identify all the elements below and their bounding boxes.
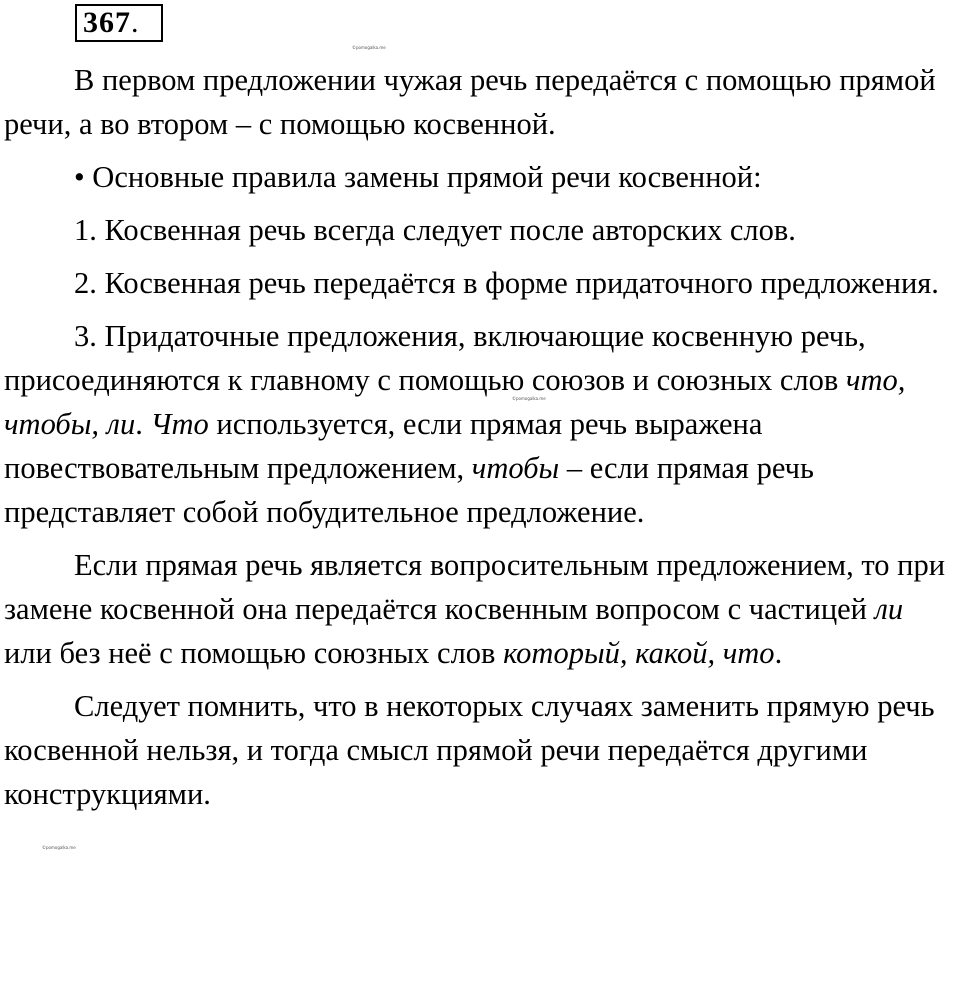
- italic-particle-li: ли: [874, 592, 904, 626]
- paragraph-text: • Основные правила замены прямой речи косвенной:: [74, 160, 762, 194]
- watermark: ©pomogalka.me: [42, 845, 76, 850]
- exercise-number-box: [75, 4, 163, 42]
- paragraph-text: Следует помнить, что в некоторых случаях заменить прямую речь косвенной нельзя, и тогда смысл прямой речи передаётся другими конструкциями.: [4, 689, 935, 811]
- answer-text: [4, 58, 956, 816]
- paragraph-text: или без неё с помощью союзных слов: [4, 636, 504, 670]
- paragraph-text: .: [135, 407, 151, 441]
- paragraph-exception-note: [4, 684, 956, 816]
- paragraph-rule-2: [4, 261, 956, 305]
- paragraph-rule-1: [4, 208, 956, 252]
- paragraph-text: .: [774, 636, 783, 670]
- exercise-number-period: .: [131, 6, 140, 39]
- italic-conjunctions: что, чтобы, ли: [4, 363, 906, 441]
- paragraph-speech-comparison: [4, 58, 956, 146]
- exercise-number: 367: [83, 6, 131, 39]
- paragraph-text: 2. Косвенная речь передаётся в форме придаточного предложения.: [74, 266, 939, 300]
- paragraph-text: – если прямая речь представляет собой побудительное предложение.: [4, 451, 814, 529]
- paragraph-text: используется, если прямая речь выражена повествовательным предложением,: [4, 407, 763, 485]
- italic-word-chtoby: чтобы: [471, 451, 560, 485]
- paragraph-question-rule: [4, 543, 956, 675]
- paragraph-text: Если прямая речь является вопросительным предложением, то при замене косвенной она передаётся косвенным вопросом с частицей: [4, 548, 946, 626]
- paragraph-rule-3: [4, 314, 956, 534]
- paragraph-text: 1. Косвенная речь всегда следует после авторских слов.: [74, 213, 796, 247]
- paragraph-text: 3. Придаточные предложения, включающие косвенную речь, присоединяются к главному с помощью союзов и союзных слов: [4, 319, 866, 397]
- italic-word-chto: Что: [150, 407, 209, 441]
- paragraph-rules-heading: [4, 155, 956, 199]
- watermark: ©pomogalka.me: [352, 45, 386, 50]
- italic-union-words: который, какой, что: [503, 636, 775, 670]
- paragraph-text: В первом предложении чужая речь передаётся с помощью прямой речи, а во втором – с помощью косвенной.: [4, 63, 936, 141]
- watermark: ©pomogalka.me: [512, 396, 546, 401]
